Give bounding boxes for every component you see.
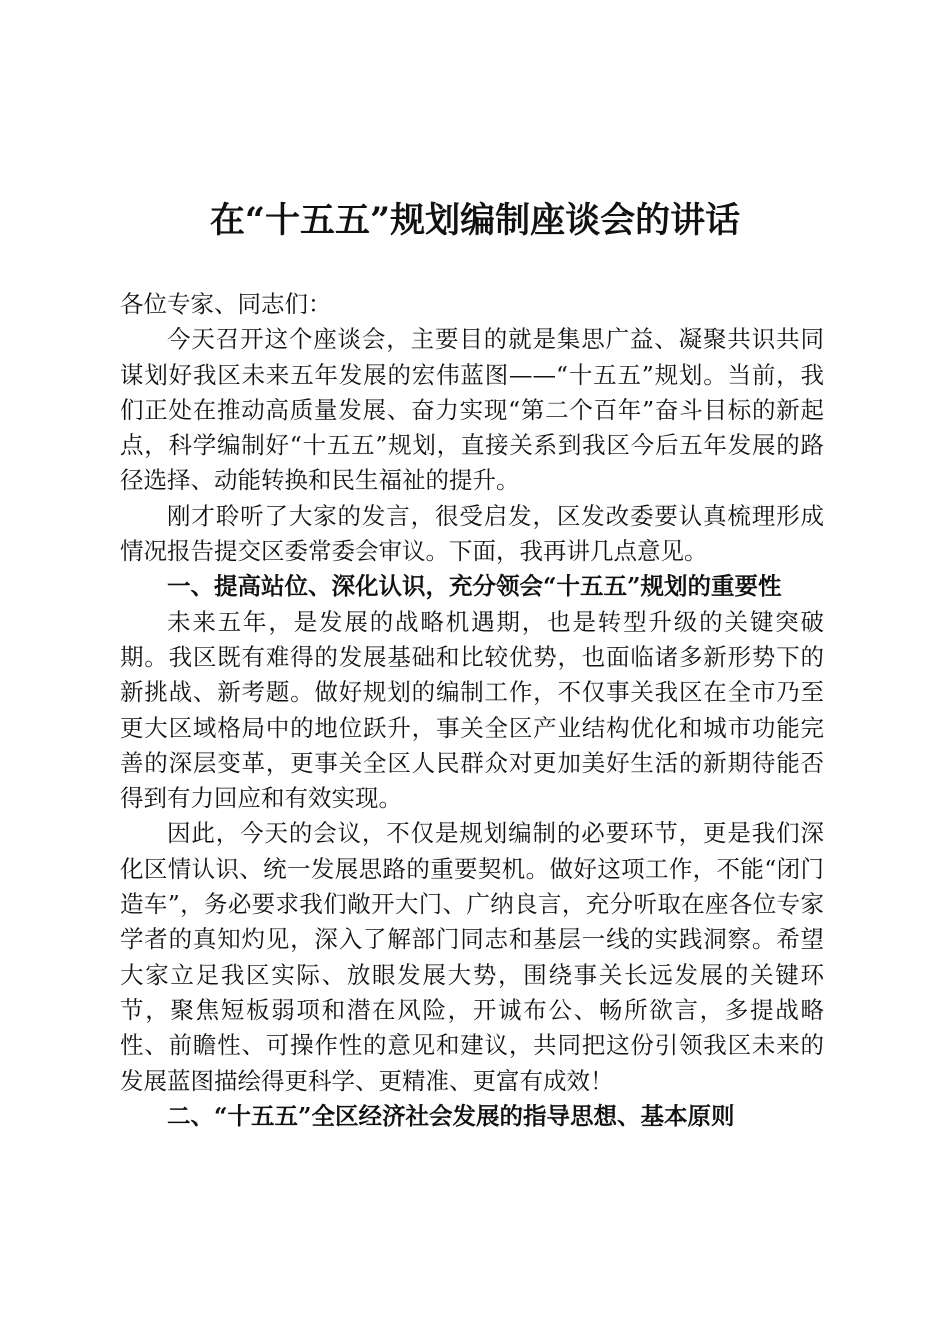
section-heading-1: 一、提高站位、深化认识，充分领会“十五五”规划的重要性 <box>167 572 782 601</box>
paragraph-feedback: 刚才聆听了大家的发言，很受启发，区发改委要认真梳理形成情况报告提交区委常委会审议。下面，我再讲几点意见。 <box>120 501 824 566</box>
salutation: 各位专家、同志们： <box>120 290 332 318</box>
document-title: 在“十五五”规划编制座谈会的讲话 <box>209 200 741 241</box>
paragraph-section1-b: 因此，今天的会议，不仅是规划编制的必要环节，更是我们深化区情认识、统一发展思路的重要契机。做好这项工作，不能“闭门造车”，务必要求我们敞开大门、广纳良言，充分听取在座各位专家学者的真知灼见，深入了解部门同志和基层一线的实践洞察。希望大家立足我区实际、放眼发展大势，围绕事关长远发展的关键环节，聚焦短板弱项和潜在风险，开诚布公、畅所欲言，多提战略性、前瞻性、可操作性的意见和建议，共同把这份引领我区未来的发展蓝图描绘得更科学、更精准、更富有成效！ <box>120 819 824 1095</box>
paragraph-section1-a: 未来五年，是发展的战略机遇期，也是转型升级的关键突破期。我区既有难得的发展基础和比较优势，也面临诸多新形势下的新挑战、新考题。做好规划的编制工作，不仅事关我区在全市乃至更大区域格局中的地位跃升，事关全区产业结构优化和城市功能完善的深层变革，更事关全区人民群众对更加美好生活的新期待能否得到有力回应和有效实现。 <box>120 607 824 813</box>
paragraph-intro: 今天召开这个座谈会，主要目的就是集思广益、凝聚共识共同谋划好我区未来五年发展的宏伟蓝图——“十五五”规划。当前，我们正处在推动高质量发展、奋力实现“第二个百年”奋斗目标的新起点，科学编制好“十五五”规划，直接关系到我区今后五年发展的路径选择、动能转换和民生福祉的提升。 <box>120 325 824 495</box>
section-heading-2: 二、“十五五”全区经济社会发展的指导思想、基本原则 <box>167 1101 735 1130</box>
document-body <box>120 287 824 1134</box>
